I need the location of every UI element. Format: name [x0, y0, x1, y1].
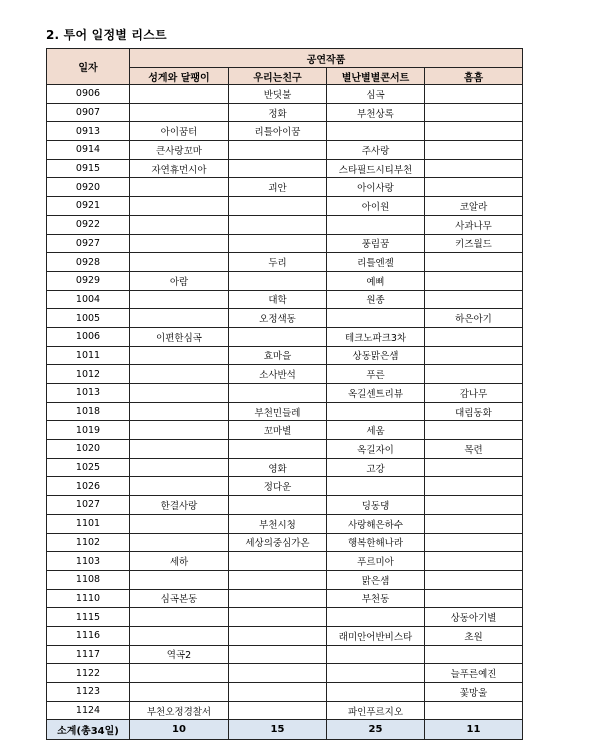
table-row	[47, 701, 523, 720]
table-row	[47, 626, 523, 645]
date-cell: 1117	[47, 645, 130, 664]
date-cell: 1123	[47, 683, 130, 702]
table-row	[47, 141, 523, 160]
table-row	[47, 384, 523, 403]
venue-cell	[130, 253, 229, 272]
date-cell: 1102	[47, 533, 130, 552]
venue-cell	[425, 645, 523, 664]
venue-cell	[327, 309, 425, 328]
venue-cell	[425, 477, 523, 496]
date-cell: 1013	[47, 384, 130, 403]
venue-cell: 반딧불	[229, 85, 327, 104]
table-row	[47, 440, 523, 459]
venue-cell	[229, 271, 327, 290]
venue-cell: 세상의중심가온	[229, 533, 327, 552]
venue-cell: 심곡	[327, 85, 425, 104]
venue-cell	[229, 570, 327, 589]
venue-cell	[130, 402, 229, 421]
venue-cell: 아이꿈터	[130, 122, 229, 141]
venue-cell: 주사랑	[327, 141, 425, 160]
venue-cell	[327, 683, 425, 702]
venue-cell: 아이원	[327, 197, 425, 216]
venue-cell: 사랑해은하수	[327, 514, 425, 533]
venue-cell	[130, 384, 229, 403]
date-cell: 1005	[47, 309, 130, 328]
venue-cell	[229, 197, 327, 216]
table-row	[47, 458, 523, 477]
date-cell: 0913	[47, 122, 130, 141]
venue-cell: 래미안어반비스타	[327, 626, 425, 645]
venue-cell: 심곡본동	[130, 589, 229, 608]
venue-cell	[425, 701, 523, 720]
date-cell: 1115	[47, 608, 130, 627]
date-cell: 0921	[47, 197, 130, 216]
venue-cell	[425, 159, 523, 178]
table-row	[47, 514, 523, 533]
venue-cell	[130, 458, 229, 477]
venue-cell	[327, 477, 425, 496]
table-row	[47, 290, 523, 309]
table-row	[47, 346, 523, 365]
venue-cell	[425, 271, 523, 290]
venue-cell: 감나무	[425, 384, 523, 403]
date-cell: 0914	[47, 141, 130, 160]
table-row	[47, 421, 523, 440]
venue-cell: 괴안	[229, 178, 327, 197]
venue-cell	[229, 440, 327, 459]
table-row	[47, 664, 523, 683]
venue-cell: 풍림꿈	[327, 234, 425, 253]
total-label: 소계(총34일)	[47, 720, 130, 740]
venue-cell	[130, 178, 229, 197]
venue-cell	[425, 85, 523, 104]
venue-cell: 테크노파크3차	[327, 327, 425, 346]
venue-cell	[425, 346, 523, 365]
venue-cell	[425, 514, 523, 533]
venue-cell	[130, 365, 229, 384]
table-row	[47, 309, 523, 328]
venue-cell	[130, 533, 229, 552]
performance-group-header: 공연작품	[130, 49, 523, 68]
venue-cell	[327, 402, 425, 421]
total-value: 10	[130, 720, 229, 740]
date-cell: 0922	[47, 215, 130, 234]
date-cell: 1103	[47, 552, 130, 571]
venue-cell: 소사반석	[229, 365, 327, 384]
table-row	[47, 103, 523, 122]
table-row	[47, 570, 523, 589]
date-cell: 1124	[47, 701, 130, 720]
venue-cell	[327, 645, 425, 664]
venue-cell: 상동아기별	[425, 608, 523, 627]
total-value: 11	[425, 720, 523, 740]
venue-cell: 리틀아이꿈	[229, 122, 327, 141]
venue-cell	[229, 664, 327, 683]
venue-cell: 옥길센트리뷰	[327, 384, 425, 403]
venue-cell	[327, 608, 425, 627]
date-cell: 0915	[47, 159, 130, 178]
venue-cell: 대림동화	[425, 402, 523, 421]
venue-cell: 부천시청	[229, 514, 327, 533]
venue-cell	[229, 701, 327, 720]
total-value: 15	[229, 720, 327, 740]
venue-cell	[327, 215, 425, 234]
venue-cell	[425, 365, 523, 384]
venue-cell	[229, 141, 327, 160]
venue-cell: 행복한해나라	[327, 533, 425, 552]
venue-cell	[130, 309, 229, 328]
table-row	[47, 197, 523, 216]
venue-cell: 대학	[229, 290, 327, 309]
table-row	[47, 683, 523, 702]
date-cell: 1110	[47, 589, 130, 608]
column-header: 흠흠	[425, 68, 523, 85]
venue-cell	[327, 122, 425, 141]
table-row	[47, 234, 523, 253]
venue-cell: 세하	[130, 552, 229, 571]
venue-cell	[130, 290, 229, 309]
venue-cell: 목련	[425, 440, 523, 459]
venue-cell	[229, 327, 327, 346]
venue-cell	[425, 290, 523, 309]
venue-cell: 사과나무	[425, 215, 523, 234]
venue-cell: 하은아기	[425, 309, 523, 328]
venue-cell	[425, 496, 523, 515]
venue-cell: 이편한심곡	[130, 327, 229, 346]
date-cell: 1025	[47, 458, 130, 477]
venue-cell: 부천오정경찰서	[130, 701, 229, 720]
venue-cell: 옥길자이	[327, 440, 425, 459]
venue-cell: 정화	[229, 103, 327, 122]
date-cell: 0927	[47, 234, 130, 253]
venue-cell: 한결사랑	[130, 496, 229, 515]
date-cell: 1018	[47, 402, 130, 421]
venue-cell	[229, 496, 327, 515]
venue-cell	[130, 477, 229, 496]
table-row	[47, 365, 523, 384]
venue-cell: 부천동	[327, 589, 425, 608]
date-cell: 1006	[47, 327, 130, 346]
date-cell: 1108	[47, 570, 130, 589]
venue-cell	[130, 85, 229, 104]
venue-cell: 코알라	[425, 197, 523, 216]
page-title: 2. 투어 일정별 리스트	[46, 28, 167, 42]
venue-cell: 늘푸른예진	[425, 664, 523, 683]
venue-cell: 원종	[327, 290, 425, 309]
date-cell: 1004	[47, 290, 130, 309]
date-cell: 0907	[47, 103, 130, 122]
schedule-rows	[47, 85, 523, 720]
venue-cell	[425, 253, 523, 272]
date-cell: 0929	[47, 271, 130, 290]
venue-cell	[130, 346, 229, 365]
venue-cell	[425, 589, 523, 608]
venue-cell: 세움	[327, 421, 425, 440]
column-header: 성게와 달팽이	[130, 68, 229, 85]
venue-cell	[130, 570, 229, 589]
venue-cell: 부천민들레	[229, 402, 327, 421]
venue-cell	[130, 514, 229, 533]
column-header: 별난별별콘서트	[327, 68, 425, 85]
date-cell: 1020	[47, 440, 130, 459]
date-cell: 1122	[47, 664, 130, 683]
table-row	[47, 477, 523, 496]
table-row	[47, 327, 523, 346]
venue-cell	[229, 234, 327, 253]
venue-cell: 꼬마별	[229, 421, 327, 440]
table-row	[47, 533, 523, 552]
venue-cell	[229, 683, 327, 702]
table-row	[47, 215, 523, 234]
table-row	[47, 253, 523, 272]
date-cell: 1019	[47, 421, 130, 440]
venue-cell	[229, 552, 327, 571]
venue-cell	[425, 533, 523, 552]
venue-cell: 자연휴먼시아	[130, 159, 229, 178]
date-cell: 0928	[47, 253, 130, 272]
tour-schedule-table	[46, 48, 523, 740]
date-cell: 1101	[47, 514, 130, 533]
venue-cell: 고강	[327, 458, 425, 477]
venue-cell	[130, 103, 229, 122]
date-cell: 1116	[47, 626, 130, 645]
venue-cell	[229, 159, 327, 178]
venue-cell	[425, 122, 523, 141]
column-header: 우리는친구	[229, 68, 327, 85]
venue-cell	[229, 626, 327, 645]
venue-cell	[229, 384, 327, 403]
venue-cell: 맑은샘	[327, 570, 425, 589]
venue-cell: 부천상록	[327, 103, 425, 122]
date-cell: 0920	[47, 178, 130, 197]
date-cell: 1012	[47, 365, 130, 384]
date-column-header: 일자	[47, 49, 130, 85]
table-row	[47, 178, 523, 197]
venue-cell	[229, 589, 327, 608]
table-row	[47, 552, 523, 571]
venue-cell: 오정색동	[229, 309, 327, 328]
venue-cell: 큰사랑꼬마	[130, 141, 229, 160]
venue-cell: 두리	[229, 253, 327, 272]
venue-cell	[425, 141, 523, 160]
venue-cell: 딩동댕	[327, 496, 425, 515]
table-row	[47, 645, 523, 664]
venue-cell	[229, 215, 327, 234]
table-row	[47, 271, 523, 290]
venue-cell	[425, 421, 523, 440]
table-row	[47, 589, 523, 608]
total-value: 25	[327, 720, 425, 740]
venue-cell: 역곡2	[130, 645, 229, 664]
venue-cell: 초원	[425, 626, 523, 645]
venue-cell: 아이사랑	[327, 178, 425, 197]
venue-cell: 효마을	[229, 346, 327, 365]
venue-cell: 꽃망울	[425, 683, 523, 702]
venue-cell	[327, 664, 425, 683]
table-row	[47, 608, 523, 627]
table-row	[47, 496, 523, 515]
date-cell: 1011	[47, 346, 130, 365]
total-row	[47, 720, 523, 740]
venue-cell: 예삐	[327, 271, 425, 290]
date-cell: 1026	[47, 477, 130, 496]
venue-cell	[130, 421, 229, 440]
venue-cell	[425, 103, 523, 122]
venue-cell	[130, 683, 229, 702]
venue-cell	[229, 645, 327, 664]
date-cell: 0906	[47, 85, 130, 104]
venue-cell	[130, 664, 229, 683]
venue-cell	[425, 178, 523, 197]
venue-cell	[425, 570, 523, 589]
venue-cell: 푸른	[327, 365, 425, 384]
venue-cell	[130, 215, 229, 234]
venue-cell	[130, 440, 229, 459]
venue-cell	[425, 552, 523, 571]
venue-cell: 리틀엔젤	[327, 253, 425, 272]
venue-cell: 아람	[130, 271, 229, 290]
venue-cell: 푸르미아	[327, 552, 425, 571]
table-row	[47, 122, 523, 141]
venue-cell: 스타필드시티부천	[327, 159, 425, 178]
venue-cell	[130, 197, 229, 216]
venue-cell: 정다운	[229, 477, 327, 496]
venue-cell	[425, 327, 523, 346]
table-row	[47, 85, 523, 104]
venue-cell	[130, 608, 229, 627]
venue-cell: 파인푸르지오	[327, 701, 425, 720]
table-row	[47, 402, 523, 421]
venue-cell	[425, 458, 523, 477]
venue-cell: 상동맑은샘	[327, 346, 425, 365]
venue-cell: 영화	[229, 458, 327, 477]
venue-cell	[130, 234, 229, 253]
venue-cell	[130, 626, 229, 645]
venue-cell: 키즈월드	[425, 234, 523, 253]
date-cell: 1027	[47, 496, 130, 515]
venue-cell	[229, 608, 327, 627]
table-row	[47, 159, 523, 178]
